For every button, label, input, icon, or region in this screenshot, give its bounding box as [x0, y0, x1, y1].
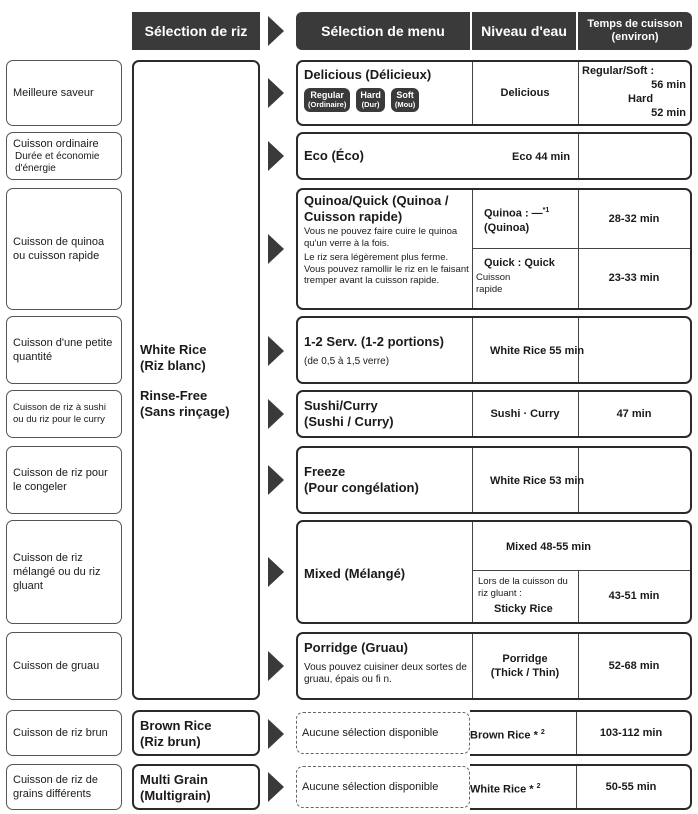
water-multi: White Rice * $^2$ [470, 783, 541, 796]
water-porridge: Porridge (Thick / Thin) [490, 653, 560, 679]
arrow-icon [268, 78, 284, 108]
label-ordinary-cooking: Cuisson ordinaire Durée et économie d'énergie [6, 132, 122, 180]
arrow-icon [268, 465, 284, 495]
menu-delicious: Delicious (Délicieux) [304, 67, 432, 82]
label-freeze: Cuisson de riz pour le congeler [6, 446, 122, 514]
water-mixed: Mixed 48-55 min [506, 541, 591, 553]
water-small: White Rice 55 min [490, 345, 585, 357]
time-quick: 23-33 min [608, 272, 660, 284]
menu-eco: Eco (Éco) [304, 148, 364, 163]
arrow-icon [268, 336, 284, 366]
label-multi-grain: Cuisson de riz de grains différents [6, 764, 122, 810]
water-freeze: White Rice 53 min [490, 475, 585, 487]
label-small-quantity: Cuisson d'une petite quantité [6, 316, 122, 384]
water-quick: Quick : Quick [484, 257, 555, 269]
soft-pill: Soft (Mou) [391, 88, 419, 112]
menu-quinoa: Quinoa/Quick (Quinoa / Cuisson rapide) [304, 193, 449, 224]
time-sticky: 43-51 min [608, 590, 660, 602]
menu-small-sub: (de 0,5 à 1,5 verre) [304, 356, 390, 367]
arrow-icon [268, 399, 284, 429]
time-brown: 103-112 min [599, 727, 663, 739]
header-cooking-time: Temps de cuisson (environ) [578, 12, 692, 50]
arrow-icon [268, 719, 284, 749]
arrow-icon [268, 234, 284, 264]
header-arrow-icon [268, 16, 284, 46]
time-quinoa: 28-32 min [608, 213, 660, 225]
header-rice-selection: Sélection de riz [132, 12, 260, 50]
water-quick-fr: Cuisson rapide [476, 272, 511, 295]
label-best-flavor: Meilleure saveur [6, 60, 122, 126]
row-small [296, 316, 692, 384]
water-delicious: Delicious [500, 87, 550, 99]
menu-brown: Aucune sélection disponible [302, 727, 439, 739]
menu-small: 1-2 Serv. (1-2 portions) [304, 334, 444, 349]
row-quinoa [296, 188, 692, 310]
header-menu-selection: Sélection de menu [296, 12, 470, 50]
time-porridge: 52-68 min [608, 660, 660, 672]
menu-multi: Aucune sélection disponible [302, 781, 439, 793]
row-delicious [296, 60, 692, 126]
row-mixed [296, 520, 692, 624]
label-quinoa-quick: Cuisson de quinoa ou cuisson rapide [6, 188, 122, 310]
sticky-note: Lors de la cuisson du riz gluant : [478, 576, 568, 599]
arrow-icon [268, 651, 284, 681]
rice-rinse-free: Rinse-Free (Sans rinçage) [140, 388, 230, 419]
header-water-level: Niveau d'eau [472, 12, 576, 50]
time-multi: 50-55 min [605, 781, 657, 793]
menu-porridge: Porridge (Gruau) [304, 640, 409, 655]
porridge-note: Vous pouvez cuisiner deux sortes de gruau, épais ou fi n. [304, 662, 467, 685]
label-sushi-curry: Cuisson de riz à sushi ou du riz pour le curry [6, 390, 122, 438]
label-mixed: Cuisson de riz mélangé ou du riz gluant [6, 520, 122, 624]
time-delicious: Regular/Soft : 56 min Hard 52 min [582, 65, 686, 119]
water-brown: Brown Rice * $^2$ [470, 729, 545, 742]
rice-multi-grain-box: Multi Grain (Multigrain) [132, 764, 260, 810]
water-quinoa: Quinoa : —$^{*1}$ (Quinoa) [484, 207, 550, 234]
arrow-icon [268, 141, 284, 171]
row-freeze [296, 446, 692, 514]
hard-pill: Hard (Dur) [356, 88, 385, 112]
rice-white-rinse-box [132, 60, 260, 700]
regular-pill: Regular (Ordinaire) [304, 88, 350, 112]
arrow-icon [268, 557, 284, 587]
water-sticky: Sticky Rice [494, 603, 553, 615]
water-eco: Eco 44 min [512, 151, 571, 163]
water-sushi: Sushi · Curry [490, 408, 560, 420]
menu-sushi: Sushi/Curry (Sushi / Curry) [304, 398, 394, 429]
quick-note: Le riz sera légèrement plus ferme. Vous pouvez ramollir le riz en le faisant tremper avant la cuisson rapide. [304, 252, 469, 286]
row-sushi [296, 390, 692, 438]
rice-white: White Rice (Riz blanc) [140, 342, 207, 373]
rice-brown-box: Brown Rice (Riz brun) [132, 710, 260, 756]
menu-freeze: Freeze (Pour congélation) [304, 464, 419, 495]
menu-mixed: Mixed (Mélangé) [304, 566, 406, 581]
time-sushi: 47 min [616, 408, 652, 420]
row-porridge [296, 632, 692, 700]
row-eco [296, 132, 692, 180]
arrow-icon [268, 772, 284, 802]
label-brown-rice: Cuisson de riz brun [6, 710, 122, 756]
quinoa-note: Vous ne pouvez faire cuire le quinoa qu'un verre à la fois. [304, 226, 458, 249]
label-porridge: Cuisson de gruau [6, 632, 122, 700]
